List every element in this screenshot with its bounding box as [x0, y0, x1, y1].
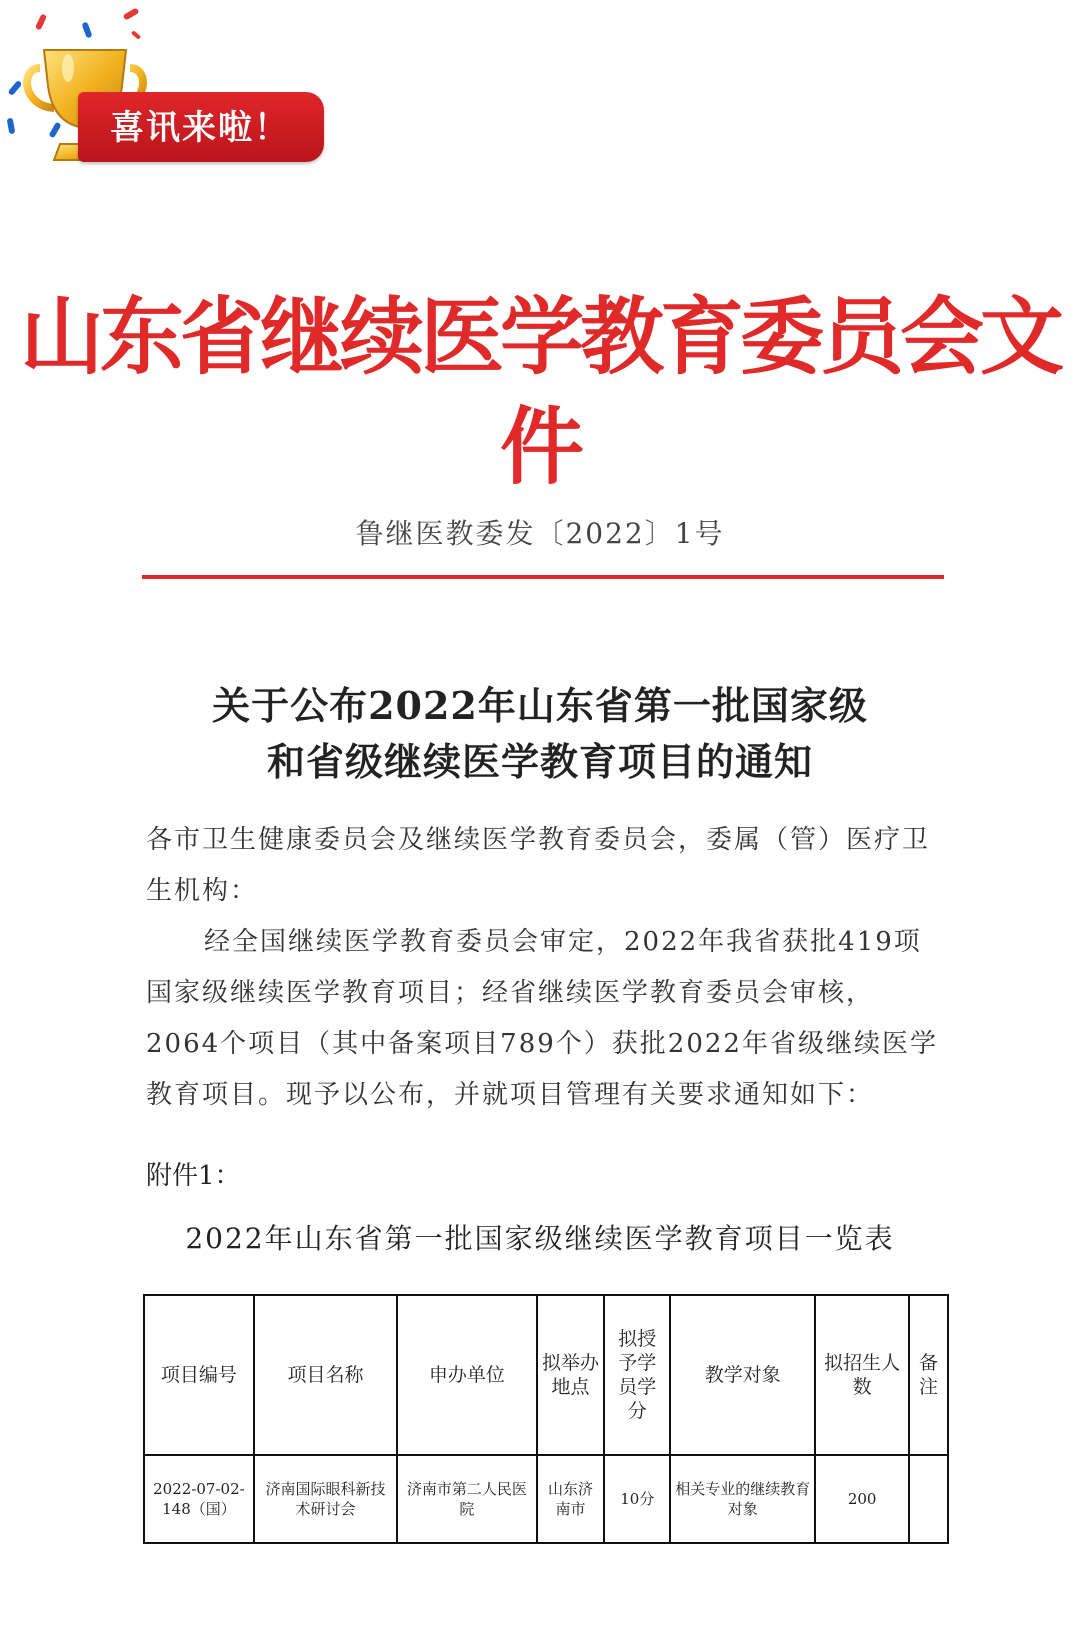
- announcement-badge: [0, 0, 330, 170]
- notice-title-line-1: 关于公布2022年山东省第一批国家级: [212, 683, 868, 728]
- cell-enrollment: 200: [815, 1455, 909, 1543]
- notice-title-line-2: 和省级继续医学教育项目的通知: [266, 739, 813, 784]
- header-credits: 拟授予学员学分: [604, 1295, 670, 1455]
- confetti-piece: [123, 7, 140, 20]
- header-audience: 教学对象: [670, 1295, 815, 1455]
- confetti-piece: [7, 118, 16, 135]
- document-number: 鲁继医教委发〔2022〕1号: [355, 517, 725, 550]
- body-paragraph: 经全国继续医学教育委员会审定，2022年我省获批419项国家级继续医学教育项目；经省继续医学教育委员会审核，2064个项目（其中备案项目789个）获批2022年省级继续医学教育项目。现予以公布，并就项目管理有关要求通知如下：: [146, 927, 938, 1110]
- attachment-label: 附件1：: [146, 1161, 241, 1191]
- header-enrollment: 拟招生人数: [815, 1295, 909, 1455]
- issuer-header: 山东省继续医学教育委员会文件: [19, 288, 1060, 496]
- red-divider: [142, 575, 944, 579]
- salutation: 各市卫生健康委员会及继续医学教育委员会，委属（管）医疗卫生机构：: [146, 825, 931, 906]
- cell-remarks: [909, 1455, 948, 1543]
- table-title: 2022年山东省第一批国家级继续医学教育项目一览表: [185, 1222, 895, 1255]
- header-remarks: 备注: [909, 1295, 948, 1455]
- projects-table: [143, 1294, 949, 1544]
- header-organizer: 申办单位: [397, 1295, 537, 1455]
- table-row: [144, 1455, 948, 1543]
- cell-project-name: 济南国际眼科新技术研讨会: [254, 1455, 397, 1543]
- cell-venue: 山东济南市: [537, 1455, 605, 1543]
- table-header-row: [144, 1295, 948, 1455]
- cell-organizer: 济南市第二人民医院: [397, 1455, 537, 1543]
- cell-audience: 相关专业的继续教育对象: [670, 1455, 815, 1543]
- badge-text: 喜讯来啦！: [110, 108, 290, 148]
- header-venue: 拟举办地点: [537, 1295, 605, 1455]
- cell-credits: 10分: [604, 1455, 670, 1543]
- header-project-name: 项目名称: [254, 1295, 397, 1455]
- cell-project-code: 2022-07-02-148（国）: [144, 1455, 254, 1543]
- header-project-code: 项目编号: [144, 1295, 254, 1455]
